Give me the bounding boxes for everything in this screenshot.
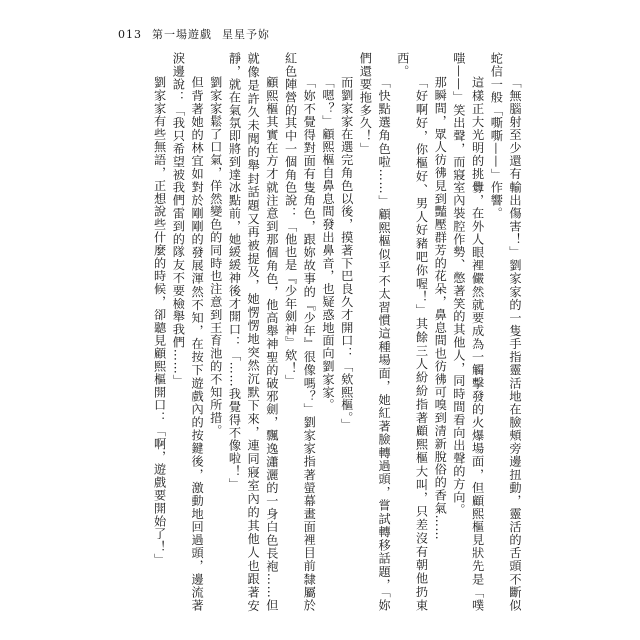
paragraph: 「好啊好，你樞好、男人好豬吧你喔！」其餘三人紛紛指著顧熙樞大叫，只差沒有朝他扔東西。 xyxy=(395,52,429,612)
paragraph: 那瞬間，眾人彷彿見到豔壓群芳的花朵，鼻息間也彷彿可嗅到清新脫俗的香氣…… xyxy=(433,76,448,541)
book-title: 星星予妳 xyxy=(222,28,270,41)
paragraph: 「快點選角色啦……」顧熙樞似乎不太習慣這種場面，她紅著臉轉過頭，嘗試轉移話題，「妳們還要拖多久！」 xyxy=(358,52,392,612)
paragraph: 「妳不覺得對面有隻角色，跟妳故事的『少年』很像嗎？」劉家家指著螢幕畫面裡目前隸屬於紅色陣營的其中一個角色說：「他也是『少年劍神』欸！」 xyxy=(283,52,317,612)
paragraph: 「無腦射至少還有輸出傷害！」劉家家的一隻手指靈活地在臉頰旁邊扭動，靈活的舌頭不斷似蛇信一般「嘶嘶——」作響。 xyxy=(489,52,522,612)
chapter-title: 第一場遊戲 xyxy=(152,28,212,41)
paragraph: 「嗯？」顧熙樞自鼻息間發出鼻音，也疑惑地面向劉家家。 xyxy=(320,76,335,412)
paragraph: 顧熙樞其實在方才就注意到那個角色，他高舉神聖的破邪劍，飄逸瀟灑的一身白色長袍……但就像是許久未聞的舉封話題又再被提及，她愣愣地突然沉默下來，連同寢室內的其他人也跟著安靜，就在氣氛即將到達冰點前，她緩緩神後才開口：「……我覺得不像啦！」 xyxy=(227,52,279,612)
paragraph: 但背著她的林宜如對於剛剛的發展渾然不知，在按下遊戲內的按鍵後，激動地回過頭，邊流著淚邊說：「我只希望被我們雷到的隊友不要檢舉我們……」 xyxy=(171,52,205,612)
body-text xyxy=(118,52,524,612)
paragraph: 劉家家有些無語，正想說些什麼的時候，卻聽見顧熙樞開口：「啊，遊戲要開始了！」 xyxy=(152,76,167,567)
running-header xyxy=(118,24,580,44)
paragraph: 而劉家家在選完角色以後，摸著下巴良久才開口：「欸熙樞。」 xyxy=(339,76,354,432)
paragraph: 劉家家鬆了口氣，佯然變色的同時也注意到王育池的不知所措。 xyxy=(208,76,223,438)
paragraph: 這樣正大光明的挑釁，在外人眼裡儼然就要成為一觸擊發的火爆場面，但顧熙樞見狀先是「噗嗤——」笑出聲，而寢室內裝腔作勢、憋著笑的其他人，同時間看向出聲的方向。 xyxy=(451,52,485,612)
page-number: 013 xyxy=(118,27,142,41)
